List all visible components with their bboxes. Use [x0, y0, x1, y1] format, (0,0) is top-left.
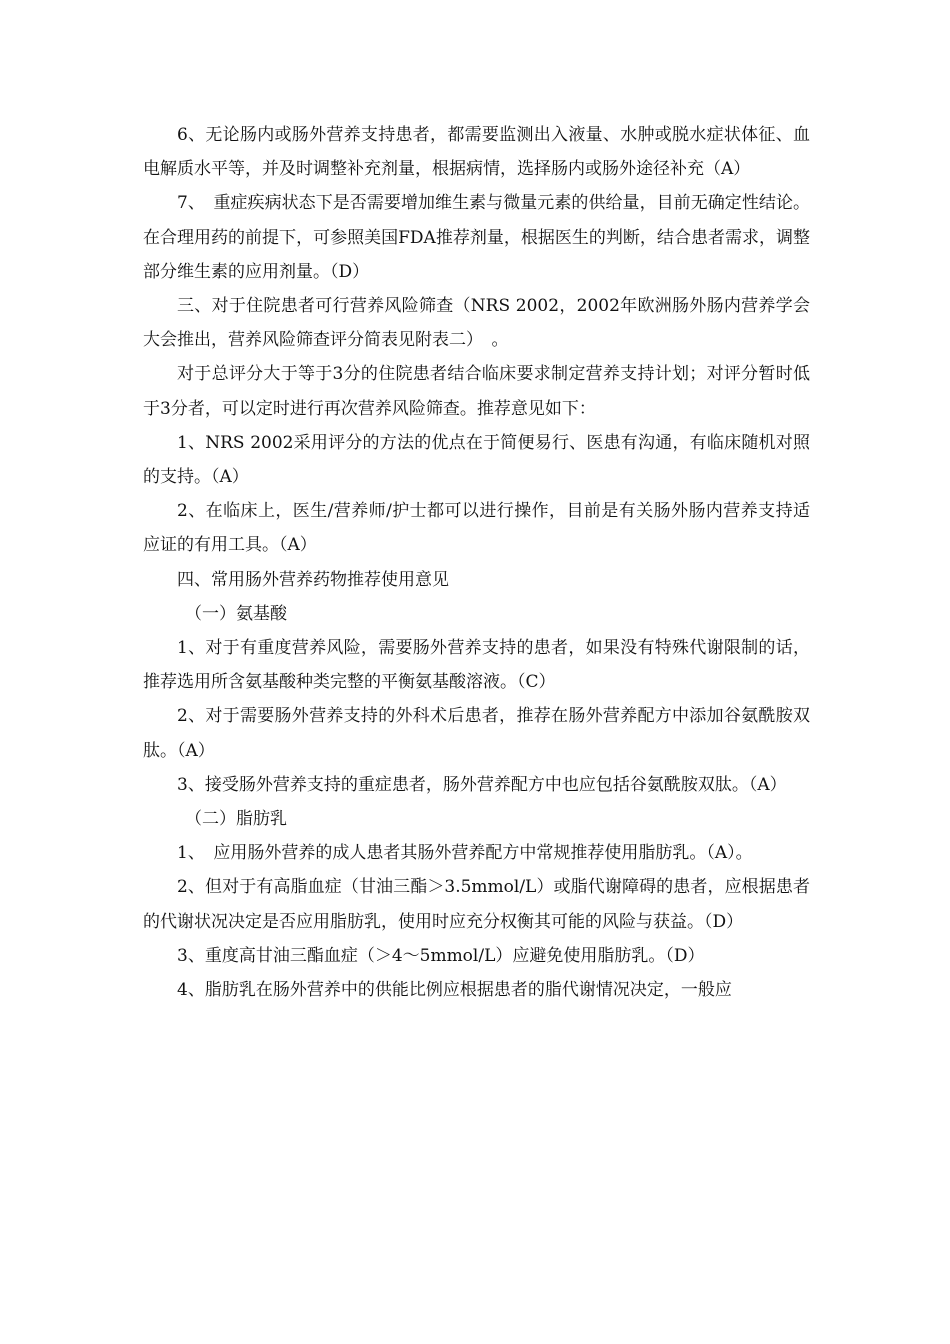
paragraph-amino-2: 2、对于需要肠外营养支持的外科术后患者，推荐在肠外营养配方中添加谷氨酰胺双肽。（A） [143, 706, 810, 761]
paragraph-amino-3: 3、接受肠外营养支持的重症患者，肠外营养配方中也应包括谷氨酰胺双肽。（A） [177, 774, 787, 795]
paragraph-6-fluid-monitoring: 6、无论肠内或肠外营养支持患者，都需要监测出入液量、水肿或脱水症状体征、血电解质水平等，并及时调整补充剂量，根据病情，选择肠内或肠外途径补充（A） [143, 125, 810, 180]
paragraph-fat-3: 3、重度高甘油三酯血症（＞4～5mmol/L）应避免使用脂肪乳。（D） [177, 945, 705, 966]
paragraph-nrs-1: 1、NRS 2002采用评分的方法的优点在于简便易行、医患有沟通，有临床随机对照的支持。（A） [143, 432, 810, 488]
paragraph-fat-1: 1、 应用肠外营养的成人患者其肠外营养配方中常规推荐使用脂肪乳。（A）。 [177, 843, 753, 864]
paragraph-fat-2: 2、但对于有高脂血症（甘油三酯＞3.5mmol/L）或脂代谢障碍的患者，应根据患者的代谢状况决定是否应用脂肪乳，使用时应充分权衡其可能的风险与获益。（D） [143, 877, 810, 932]
paragraph-score-threshold: 对于总评分大于等于3分的住院患者结合临床要求制定营养支持计划；对评分暂时低于3分者，可以定时进行再次营养风险筛查。推荐意见如下： [143, 364, 810, 419]
paragraph-amino-1: 1、对于有重度营养风险，需要肠外营养支持的患者，如果没有特殊代谢限制的话，推荐选用所含氨基酸种类完整的平衡氨基酸溶液。（C） [143, 638, 810, 693]
section-3-nrs-screening: 三、对于住院患者可行营养风险筛查（NRS 2002，2002年欧洲肠外肠内营养学会大会推出，营养风险筛查评分简表见附表二） 。 [143, 296, 810, 351]
subsection-fat-emulsion: （二）脂肪乳 [185, 809, 287, 830]
section-4-heading: 四、常用肠外营养药物推荐使用意见 [177, 569, 449, 590]
paragraph-7-vitamins: 7、 重症疾病状态下是否需要增加维生素与微量元素的供给量，目前无确定性结论。在合理用药的前提下，可参照美国FDA推荐剂量，根据医生的判断，结合患者需求，调整部分维生素的应用剂量。（D） [143, 193, 810, 282]
paragraph-fat-4: 4、脂肪乳在肠外营养中的供能比例应根据患者的脂代谢情况决定，一般应 [177, 980, 732, 1001]
subsection-amino-acids: （一）氨基酸 [185, 603, 287, 624]
body-text [143, 118, 810, 1007]
paragraph-nrs-2: 2、在临床上，医生/营养师/护士都可以进行操作，目前是有关肠外肠内营养支持适应证的有用工具。（A） [143, 501, 810, 556]
